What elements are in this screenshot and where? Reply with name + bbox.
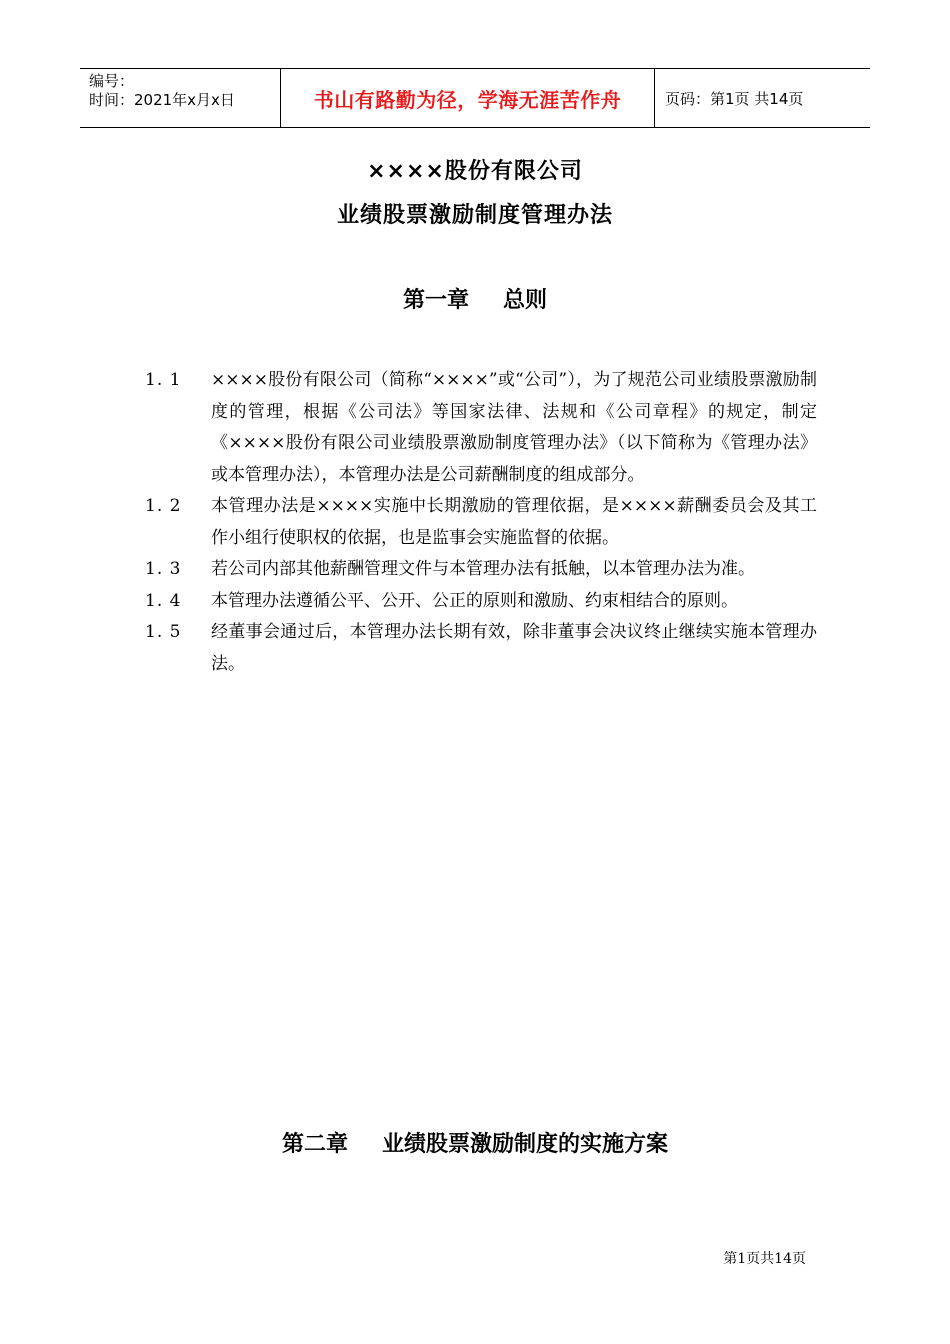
time-label: 时间：2021年x月x日 bbox=[89, 91, 235, 109]
clause-number: 1. 1 bbox=[145, 370, 182, 390]
clause-item bbox=[145, 554, 825, 586]
clause-item bbox=[145, 586, 825, 618]
header-page-info: 页码：第1页 共14页 bbox=[665, 89, 804, 108]
clause-item bbox=[145, 617, 825, 680]
clause-text: 本管理办法是××××实施中长期激励的管理依据，是××××薪酬委员会及其工作小组行使职权的依据，也是监事会实施监督的依据。 bbox=[211, 496, 817, 548]
header-motto: 书山有路勤为径，学海无涯苦作舟 bbox=[281, 69, 655, 127]
clause-list bbox=[145, 365, 825, 680]
clause-number: 1. 5 bbox=[145, 622, 182, 642]
chapter-2-name: 业绩股票激励制度的实施方案 bbox=[382, 1132, 669, 1157]
chapter-1-name: 总则 bbox=[503, 288, 548, 313]
chapter-2-heading bbox=[0, 1127, 950, 1158]
clause-text: 本管理办法遵循公平、公开、公正的原则和激励、约束相结合的原则。 bbox=[211, 590, 738, 611]
clause-text: 若公司内部其他薪酬管理文件与本管理办法有抵触，以本管理办法为准。 bbox=[211, 559, 755, 579]
company-title: ××××股份有限公司 bbox=[367, 159, 583, 184]
clause-text: 经董事会通过后，本管理办法长期有效，除非董事会决议终止继续实施本管理办法。 bbox=[211, 622, 817, 674]
chapter-2-number: 第二章 bbox=[281, 1132, 348, 1157]
clause-item bbox=[145, 365, 825, 491]
clause-item bbox=[145, 491, 825, 554]
chapter-1-heading bbox=[0, 283, 950, 314]
clause-number: 1. 3 bbox=[145, 559, 182, 579]
page-footer: 第1页共14页 bbox=[723, 1251, 806, 1267]
header-meta bbox=[80, 69, 281, 127]
clause-text: ××××股份有限公司（简称“××××”或“公司”），为了规范公司业绩股票激励制度的管理，根据《公司法》等国家法律、法规和《公司章程》的规定，制定《××××股份有限公司业绩股票激励制度管理办法》（以下简称为《管理办法》或本管理办法），本管理办法是公司薪酬制度的组成部分。 bbox=[211, 370, 817, 485]
page-header bbox=[80, 68, 870, 128]
chapter-1-number: 第一章 bbox=[402, 288, 469, 313]
clause-number: 1. 2 bbox=[145, 496, 182, 516]
number-label: 编号： bbox=[89, 72, 135, 90]
clause-number: 1. 4 bbox=[145, 590, 182, 611]
document-title: 业绩股票激励制度管理办法 bbox=[336, 203, 613, 228]
